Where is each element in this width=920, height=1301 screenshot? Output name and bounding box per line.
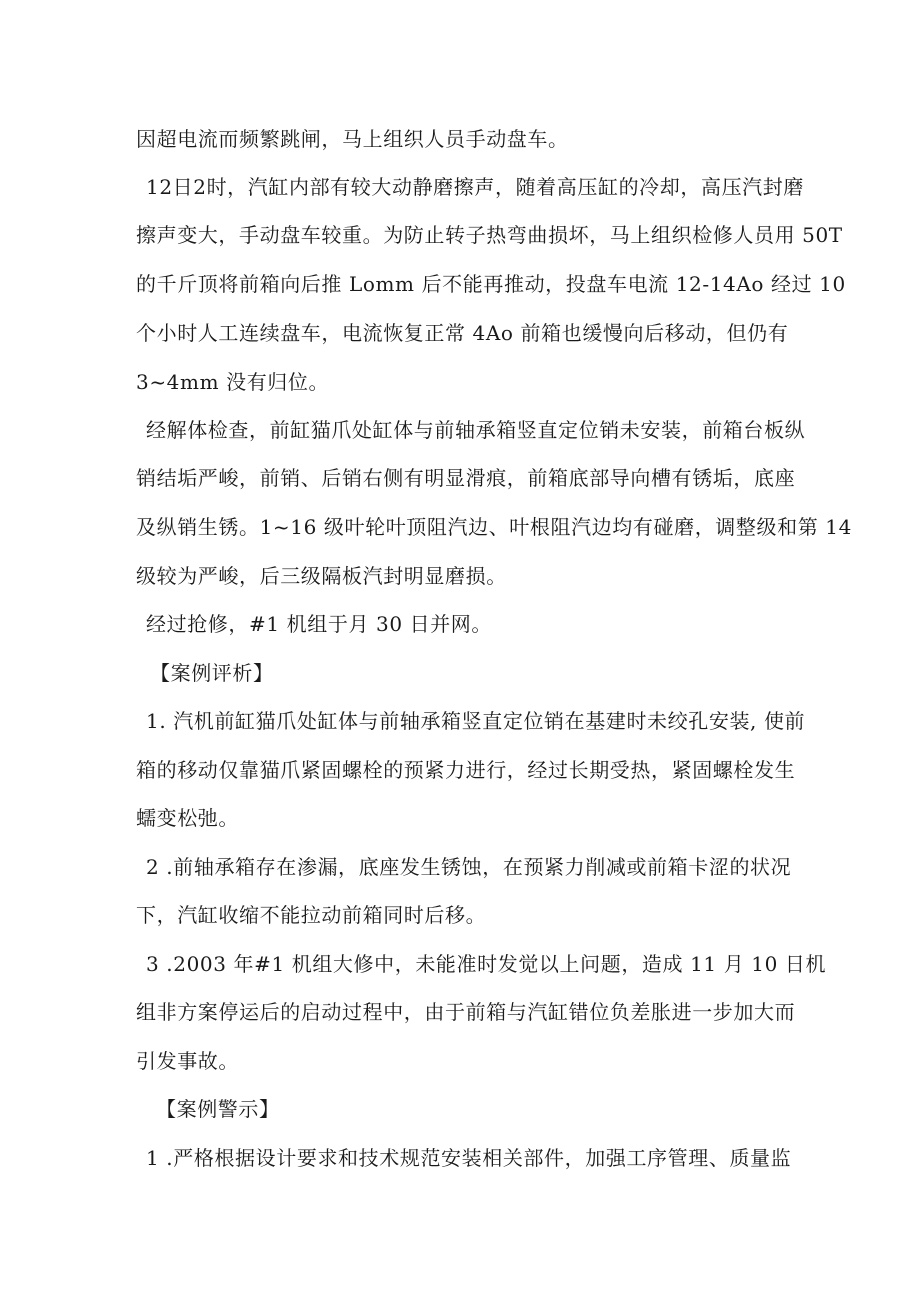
text-line-15: 蠕变松弛。 bbox=[136, 806, 239, 830]
text-line-22: 1 .严格根据设计要求和技术规范安装相关部件，加强工序管理、质量监 bbox=[146, 1146, 792, 1170]
text-line-9: 及纵销生锈。1~16 级叶轮叶顶阻汽边、叶根阻汽边均有碰磨，调整级和第 14 bbox=[136, 515, 852, 539]
text-line-17: 下，汽缸收缩不能拉动前箱同时后移。 bbox=[136, 903, 487, 927]
text-line-11: 经过抢修，#1 机组于月 30 日并网。 bbox=[146, 612, 493, 636]
text-line-7: 经解体检查，前缸猫爪处缸体与前轴承箱竖直定位销未安装，前箱台板纵 bbox=[146, 418, 806, 442]
text-line-13: 1. 汽机前缸猫爪处缸体与前轴承箱竖直定位销在基建时未绞孔安装, 使前 bbox=[146, 709, 806, 733]
text-line-2: 12日2时，汽缸内部有较大动静磨擦声，随着高压缸的冷却，高压汽封磨 bbox=[146, 175, 804, 199]
text-line-10: 级较为严峻，后三级隔板汽封明显磨损。 bbox=[136, 564, 507, 588]
text-line-6: 3~4mm 没有归位。 bbox=[136, 370, 330, 394]
section-heading-analysis: 【案例评析】 bbox=[150, 661, 274, 685]
text-line-4: 的千斤顶将前箱向后推 Lomm 后不能再推动，投盘车电流 12-14Ao 经过 10 bbox=[136, 272, 846, 296]
text-line-18: 3 .2003 年#1 机组大修中，未能准时发觉以上问题，造成 11 月 10 日机 bbox=[146, 952, 827, 976]
text-line-1: 因超电流而频繁跳闸，马上组织人员手动盘车。 bbox=[136, 127, 569, 151]
text-line-8: 销结垢严峻，前销、后销右侧有明显滑痕，前箱底部导向槽有锈垢，底座 bbox=[136, 466, 796, 490]
section-heading-warning: 【案例警示】 bbox=[156, 1097, 280, 1121]
text-line-3: 擦声变大，手动盘车较重。为防止转子热弯曲损坏，马上组织检修人员用 50T bbox=[136, 223, 843, 247]
text-line-16: 2 .前轴承箱存在渗漏，底座发生锈蚀，在预紧力削减或前箱卡涩的状况 bbox=[146, 855, 792, 879]
text-line-14: 箱的移动仅靠猫爪紧固螺栓的预紧力进行，经过长期受热，紧固螺栓发生 bbox=[136, 758, 796, 782]
text-line-5: 个小时人工连续盘车，电流恢复正常 4Ao 前箱也缓慢向后移动，但仍有 bbox=[136, 321, 789, 345]
text-line-20: 引发事故。 bbox=[136, 1049, 239, 1073]
text-line-19: 组非方案停运后的启动过程中，由于前箱与汽缸错位负差胀进一步加大而 bbox=[136, 1000, 796, 1024]
